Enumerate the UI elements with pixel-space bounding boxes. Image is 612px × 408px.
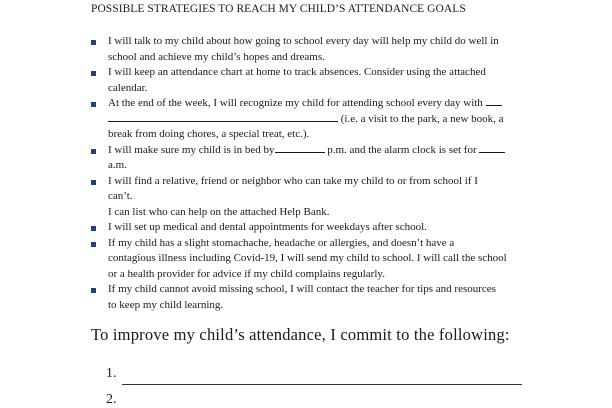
strategy-item <box>91 143 531 174</box>
commitment-number: 1. <box>106 366 117 381</box>
strategy-item <box>91 282 531 313</box>
page-heading: POSSIBLE STRATEGIES TO REACH MY CHILD’S ATTENDANCE GOALS <box>91 3 466 15</box>
strategy-text: I will find a relative, friend or neighbor who can take my child to or from school if I <box>108 174 478 187</box>
alarm-time-blank[interactable] <box>479 143 505 153</box>
strategy-text: If my child cannot avoid missing school, I will contact the teacher for tips and resources <box>108 283 496 295</box>
strategy-text: (i.e. a visit to the park, a new book, a <box>340 112 504 125</box>
commitment-entry-line[interactable] <box>122 366 522 385</box>
commitment-number: 2. <box>106 392 117 407</box>
bedtime-blank[interactable] <box>275 143 325 153</box>
commitment-heading: To improve my child’s attendance, I commit to the following: <box>91 325 510 344</box>
strategy-text: I will set up medical and dental appointments for weekdays after school. <box>108 221 427 233</box>
bullet-icon <box>91 149 96 154</box>
bullet-icon <box>91 102 96 107</box>
strategy-text: contagious illness including Covid-19, I will send my child to school. I will call the school <box>108 252 507 264</box>
bullet-icon <box>91 180 96 185</box>
strategy-item <box>91 34 531 65</box>
strategy-text: a.m. <box>108 159 127 171</box>
bullet-icon <box>91 71 96 76</box>
reward-blank-continued[interactable] <box>108 112 338 122</box>
strategy-text: I will talk to my child about how going to school every day will help my child do well in <box>108 35 499 47</box>
strategy-text: calendar. <box>108 81 148 94</box>
bullet-icon <box>91 242 96 247</box>
strategy-item <box>91 65 531 96</box>
strategy-text: If my child has a slight stomachache, headache or allergies, and doesn’t have a <box>108 236 455 249</box>
strategy-text: I will make sure my child is in bed by <box>108 143 275 156</box>
bullet-icon <box>91 40 96 45</box>
strategy-text: I will keep an attendance chart at home to track absences. Consider using the attached <box>108 66 486 78</box>
strategy-text: At the end of the week, I will recognize my child for attending school every day with <box>108 97 483 109</box>
strategy-item <box>91 96 531 143</box>
strategy-text: or a health provider for advice if my child complains regularly. <box>108 267 385 280</box>
strategy-text: p.m. and the alarm clock is set for <box>327 143 477 156</box>
strategy-text: I can list who can help on the attached Help Bank. <box>108 205 330 218</box>
strategy-item <box>91 236 531 283</box>
strategy-item <box>91 174 531 221</box>
strategy-list <box>91 34 531 313</box>
strategy-item <box>91 220 531 236</box>
strategy-text: break from doing chores, a special treat, etc.). <box>108 128 310 140</box>
strategy-text: can’t. <box>108 190 133 202</box>
strategy-text: to keep my child learning. <box>108 298 224 311</box>
bullet-icon <box>91 288 96 293</box>
reward-blank[interactable] <box>486 96 502 106</box>
strategy-text: school and achieve my child’s hopes and dreams. <box>108 50 325 63</box>
bullet-icon <box>91 226 96 231</box>
